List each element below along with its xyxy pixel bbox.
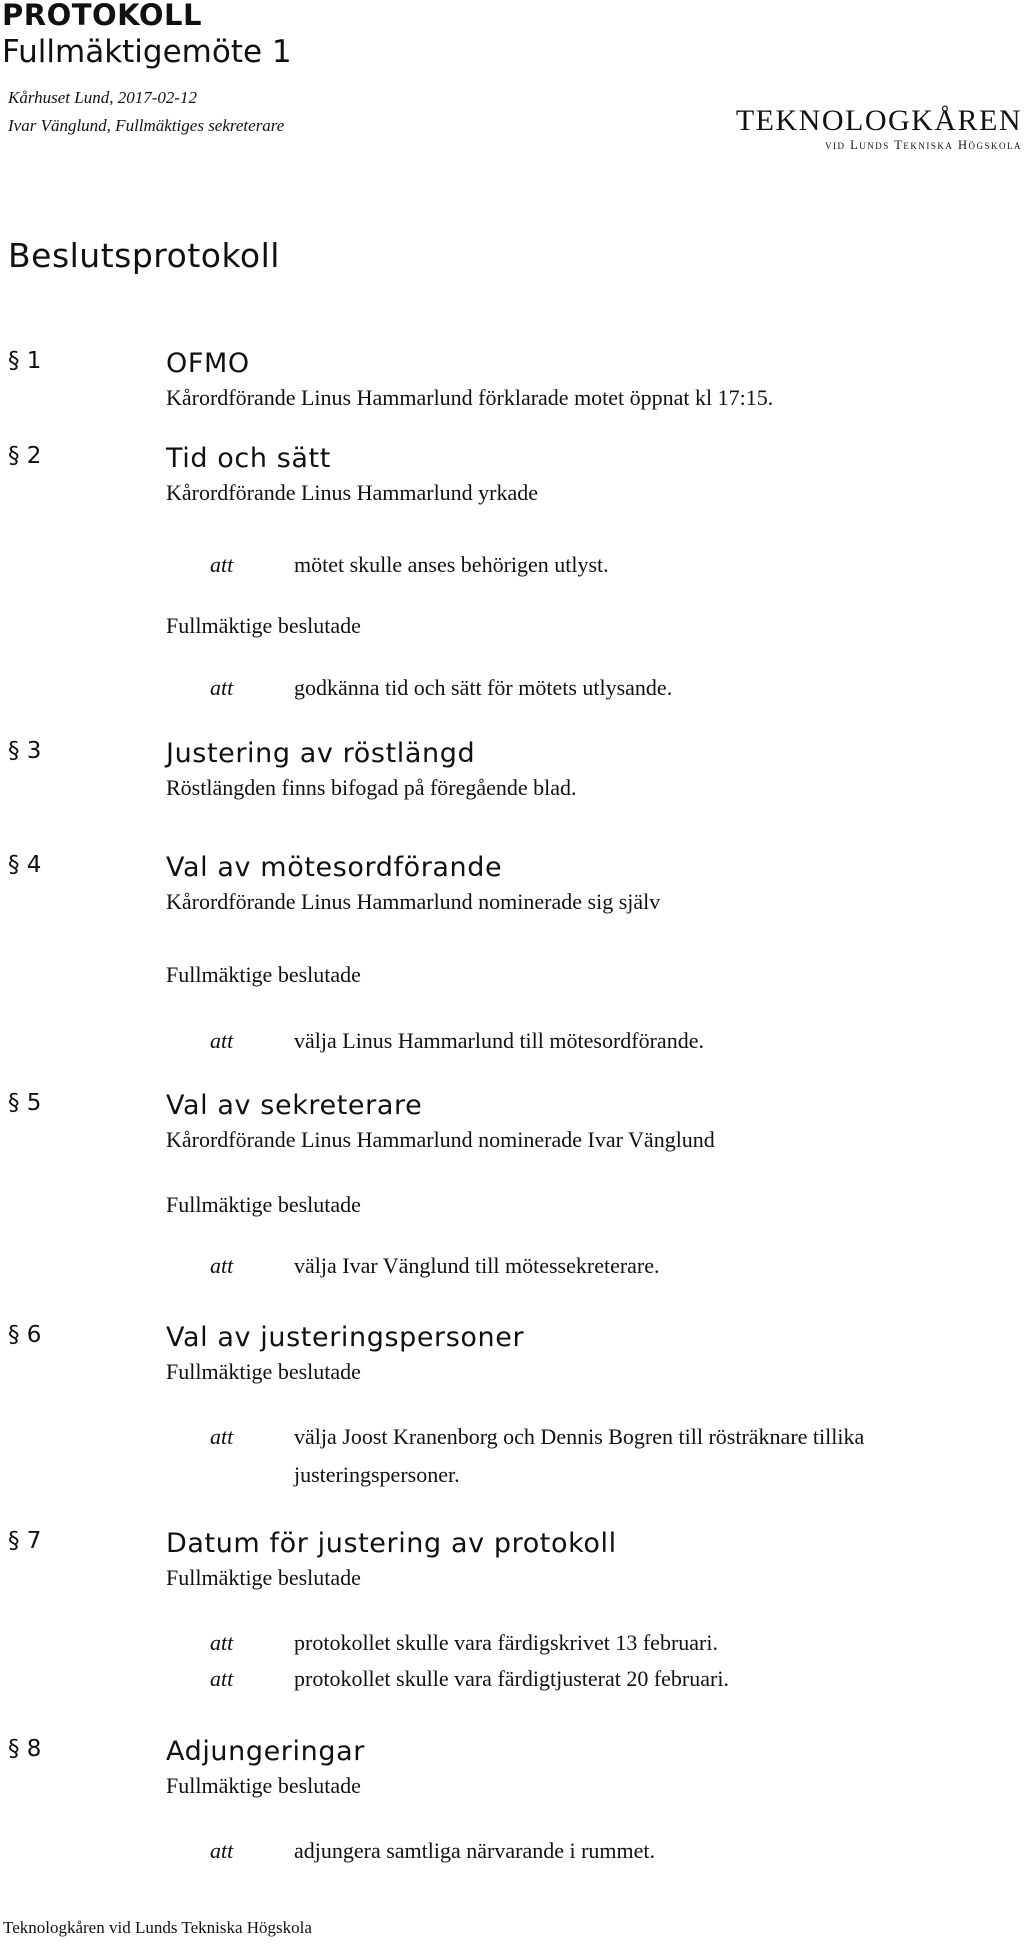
clause-text: välja Joost Kranenborg och Dennis Bogren till rösträknare tillika — [294, 1424, 865, 1449]
att-keyword: att — [210, 1666, 234, 1691]
section-text: Kårordförande Linus Hammarlund förklarade motet öppnat kl 17:15. — [166, 385, 774, 410]
section-number: § 4 — [8, 852, 42, 878]
clause-text: godkänna tid och sätt för mötets utlysande. — [294, 675, 673, 700]
section-text: Kårordförande Linus Hammarlund nominerade sig själv — [166, 889, 661, 914]
section-number: § 5 — [8, 1090, 42, 1116]
section-title: Justering av röstlängd — [166, 738, 476, 769]
section-title: Adjungeringar — [166, 1736, 365, 1767]
att-keyword: att — [210, 1253, 234, 1278]
att-keyword: att — [210, 552, 234, 577]
section-title: Val av justeringspersoner — [166, 1322, 525, 1353]
org-logo-name: TEKNOLOGKÅREN — [735, 104, 1022, 137]
clause-text: välja Linus Hammarlund till mötesordförande. — [294, 1028, 704, 1053]
clause-text-continued: justeringspersoner. — [294, 1462, 460, 1487]
decision-intro: Fullmäktige beslutade — [166, 1192, 361, 1217]
section-number: § 3 — [8, 738, 42, 764]
date-place: Kårhuset Lund, 2017-02-12 — [8, 88, 198, 107]
clause-text: välja Ivar Vänglund till mötessekreterare. — [294, 1253, 660, 1278]
section-title: Datum för justering av protokoll — [166, 1528, 617, 1559]
decision-intro: Fullmäktige beslutade — [166, 1565, 361, 1590]
document-title: PROTOKOLL — [2, 0, 202, 32]
att-keyword: att — [210, 1028, 234, 1053]
clause-text: adjungera samtliga närvarande i rummet. — [294, 1838, 656, 1863]
section-text: Röstlängden finns bifogad på föregående blad. — [166, 775, 577, 800]
section-number: § 1 — [8, 348, 42, 374]
att-keyword: att — [210, 1838, 234, 1863]
clause-text: protokollet skulle vara färdigskrivet 13 februari. — [294, 1630, 718, 1655]
decision-intro: Fullmäktige beslutade — [166, 1359, 361, 1384]
clause-text: protokollet skulle vara färdigtjusterat 20 februari. — [294, 1666, 729, 1691]
section-title: Tid och sätt — [166, 443, 331, 474]
decision-intro: Fullmäktige beslutade — [166, 613, 361, 638]
secretary-line: Ivar Vänglund, Fullmäktiges sekreterare — [8, 116, 285, 135]
section-title: Val av sekreterare — [166, 1090, 423, 1121]
clause-text: mötet skulle anses behörigen utlyst. — [294, 552, 609, 577]
page-heading: Beslutsprotokoll — [8, 236, 280, 275]
decision-intro: Fullmäktige beslutade — [166, 1773, 361, 1798]
section-number: § 8 — [8, 1736, 42, 1762]
org-logo-subtitle: vid Lunds Tekniska Högskola — [825, 138, 1022, 152]
att-keyword: att — [210, 1424, 234, 1449]
att-keyword: att — [210, 675, 234, 700]
section-text: Kårordförande Linus Hammarlund yrkade — [166, 480, 539, 505]
section-number: § 2 — [8, 443, 42, 469]
section-title: Val av mötesordförande — [166, 852, 503, 883]
section-title: OFMO — [166, 348, 250, 379]
att-keyword: att — [210, 1630, 234, 1655]
meeting-title: Fullmäktigemöte 1 — [2, 34, 292, 70]
section-number: § 7 — [8, 1528, 42, 1554]
section-number: § 6 — [8, 1322, 42, 1348]
document-header — [0, 0, 1024, 160]
decision-intro: Fullmäktige beslutade — [166, 962, 361, 987]
section-text: Kårordförande Linus Hammarlund nominerade Ivar Vänglund — [166, 1127, 715, 1152]
page-footer: Teknologkåren vid Lunds Tekniska Högskola — [3, 1918, 312, 1937]
